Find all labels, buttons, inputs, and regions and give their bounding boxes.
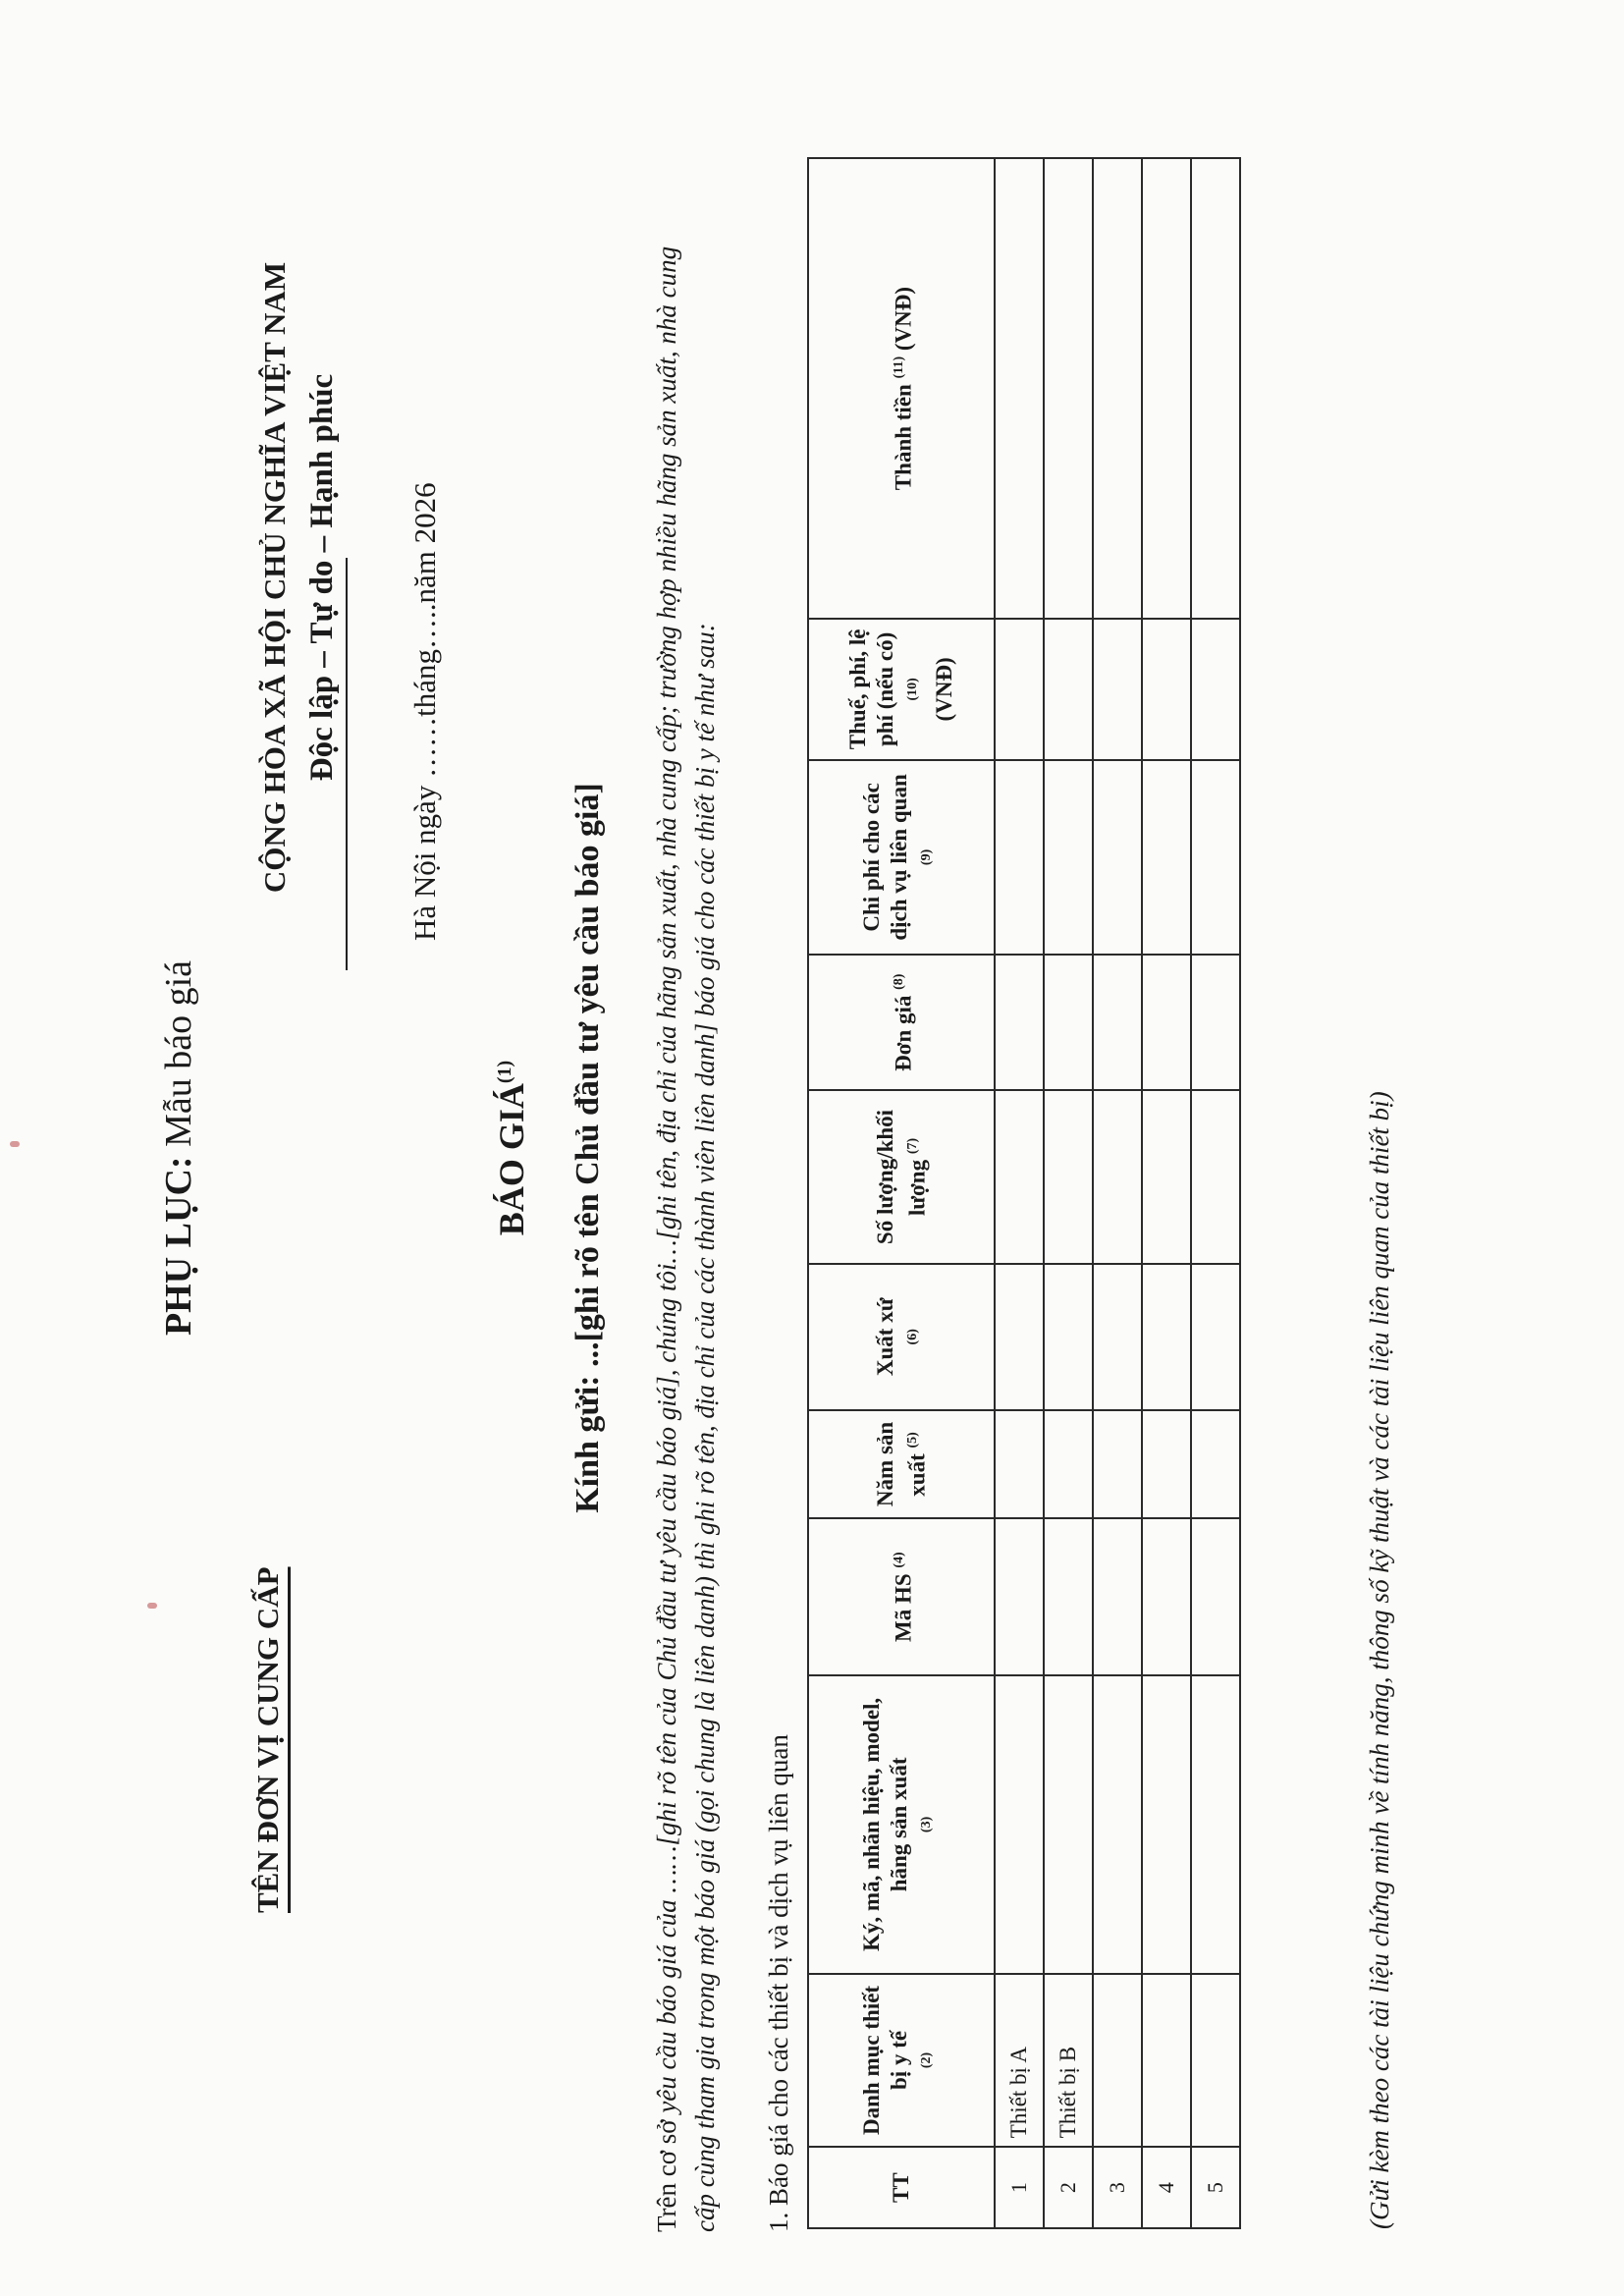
device-cell: [1142, 1974, 1191, 2148]
table-row: [995, 158, 1044, 2228]
header-production-year: Năm sản xuất $^{(5)}$: [808, 1410, 995, 1518]
table-row: [1191, 158, 1240, 2228]
supplier-unit-name: TÊN ĐƠN VỊ CUNG CẤP: [250, 1566, 285, 1913]
header-device-category: Danh mục thiết bị y tế $^{(2)}$: [808, 1974, 995, 2148]
header-unit-price: Đơn giá $^{(8)}$: [808, 955, 995, 1090]
row-number: 3: [1093, 2147, 1142, 2228]
intro-part2: yêu cầu báo giá của ……[ghi rõ tên của Chủ đầu tư yêu cầu báo giá], chúng tôi…[ghi tên, địa chỉ của hãng sản xuất, nhà cung cấp; trường hợp nhiều hãng sản xuất, nhà cung cấp cùng tham gia trong một báo giá (gọi chung là liên danh) thì ghi rõ tên, địa chỉ của các thành viên liên danh] báo giá cho các thiết bị y tế như sau:: [652, 246, 720, 2232]
table-row: [1142, 158, 1191, 2228]
scan-speck: [10, 1141, 20, 1147]
row-number: 4: [1142, 2147, 1191, 2228]
recipient-line: Kính gửi: ...[ghi rõ tên Chủ đầu tư yêu cầu báo giá]: [569, 783, 606, 1513]
motto-underline: [346, 558, 348, 970]
motto: Độc lập – Tự do – Hạnh phúc: [304, 373, 340, 782]
document-title: [491, 0, 532, 2296]
document-title-text: BÁO GIÁ: [492, 1083, 531, 1236]
header-taxes-fees: Thuế, phí, lệ phí (nếu có) $^{(10)}$ (VNĐ): [808, 619, 995, 759]
device-cell: [1191, 1974, 1240, 2148]
header-quantity: Số lượng/khối lượng $^{(7)}$: [808, 1090, 995, 1264]
header-tt: TT: [808, 2147, 995, 2228]
intro-part1: Trên cơ sở: [652, 2119, 681, 2232]
header-service-costs: Chi phí cho các dịch vụ liên quan $^{(9)}$: [808, 760, 995, 956]
footnote: (Gửi kèm theo các tài liệu chứng minh về tính năng, thông số kỹ thuật và các tài liệu liên quan của thiết bị): [1365, 1091, 1394, 2229]
row-number: 1: [995, 2147, 1044, 2228]
device-cell: Thiết bị A: [995, 1974, 1044, 2148]
header-origin: Xuất xứ $^{(6)}$: [808, 1264, 995, 1410]
table-header-row: [808, 158, 995, 2228]
appendix-title: [157, 0, 200, 2296]
document-title-ref: (1): [494, 1060, 515, 1084]
quotation-table: [807, 157, 1241, 2229]
scan-speck: [147, 1603, 157, 1609]
header-total: Thành tiền $^{(11)}$ (VNĐ): [808, 158, 995, 619]
date-line: Hà Nội ngày ……tháng…..năm 2026: [407, 482, 442, 941]
intro-paragraph: [648, 219, 725, 2232]
header-model-manufacturer: Ký, mã, nhãn hiệu, model, hãng sản xuất $^{(3)}$: [808, 1675, 995, 1974]
nation-heading: CỘNG HÒA XÃ HỘI CHỦ NGHĨA VIỆT NAM: [257, 261, 292, 894]
device-cell: [1093, 1974, 1142, 2148]
row-number: 2: [1044, 2147, 1093, 2228]
section-1-heading: 1. Báo giá cho các thiết bị và dịch vụ liên quan: [764, 1734, 793, 2232]
device-cell: Thiết bị B: [1044, 1974, 1093, 2148]
appendix-label: Mẫu báo giá: [158, 959, 199, 1147]
appendix-prefix: PHỤ LỤC:: [158, 1156, 199, 1337]
table-row: [1044, 158, 1093, 2228]
header-hs-code: Mã HS $^{(4)}$: [808, 1518, 995, 1675]
table-row: [1093, 158, 1142, 2228]
row-number: 5: [1191, 2147, 1240, 2228]
